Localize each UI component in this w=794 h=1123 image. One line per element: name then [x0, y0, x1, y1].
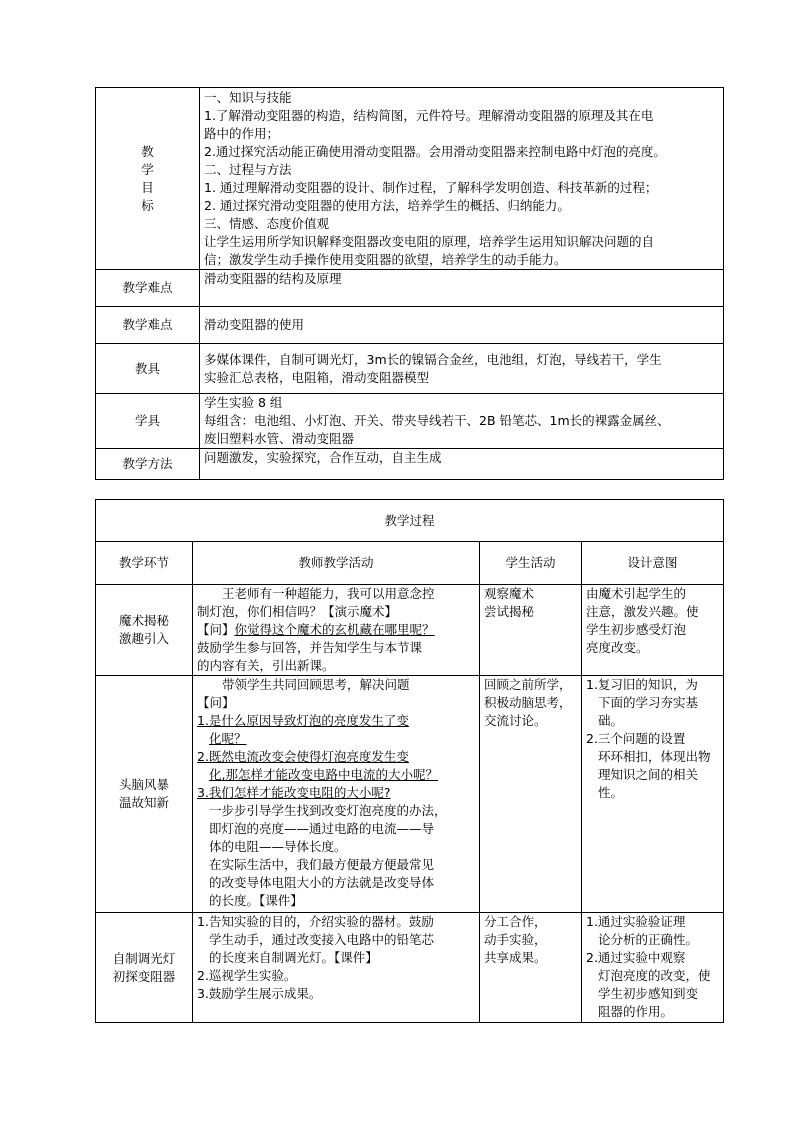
objectives-label-char: 标	[141, 197, 154, 213]
design-line: 由魔术引起学生的	[586, 586, 687, 601]
header-stage: 教学环节	[96, 542, 193, 585]
process-title: 教学过程	[96, 500, 724, 542]
lesson-info-table	[95, 87, 724, 480]
teaching-aids-content	[200, 344, 724, 394]
design-intent	[582, 676, 724, 913]
design-line: 理知识之间的相关	[598, 767, 699, 782]
objectives-line: 一、知识与技能	[204, 90, 292, 105]
teacher-line: 制灯泡，你们相信吗？【演示魔术】	[197, 604, 398, 619]
teaching-aids-line: 实验汇总表格，电阻箱，滑动变阻器模型	[204, 369, 430, 385]
design-line: 学生初步感知到变	[598, 986, 699, 1001]
student-activity	[480, 585, 582, 676]
design-line: 论分析的正确性。	[598, 932, 699, 947]
teacher-line: 一步步引导学生找到改变灯泡亮度的办法，	[209, 803, 447, 818]
design-line: 础。	[598, 713, 624, 728]
objectives-line: 三、情感、态度价值观	[204, 216, 330, 231]
teacher-line: 鼓励学生参与回答，并告知学生与本节课	[197, 640, 423, 655]
design-line: 性。	[598, 785, 624, 800]
teaching-aids-line: 多媒体课件，自制可调光灯，3m长的镍镉合金丝，电池组，灯泡，导线若干，学生	[204, 351, 662, 367]
student-line: 交流讨论。	[484, 713, 547, 728]
teacher-line: 王老师有一种超能力，我可以用意念控	[222, 586, 435, 601]
objectives-line: 1. 通过理解滑动变阻器的设计、制作过程，了解科学发明创造、科技革新的过程；	[204, 180, 658, 195]
design-line: 灯泡亮度的改变，使	[598, 968, 711, 983]
teacher-line: 1.告知实验的目的，介绍实验的器材。鼓励	[197, 914, 434, 929]
teacher-line: 的内容有关，引出新课。	[197, 658, 335, 673]
objectives-label-char: 教	[141, 143, 154, 159]
stage-line: 激趣引入	[118, 631, 169, 646]
question-line: 2.既然电流改变会使得灯泡亮度发生变	[197, 749, 409, 764]
stage-line: 初探变阻器	[112, 968, 176, 984]
header-design: 设计意图	[582, 542, 724, 585]
stage-cell	[96, 585, 193, 676]
design-line: 环环相扣，体现出物	[598, 749, 711, 764]
difficulty-text: 滑动变阻器的使用	[200, 307, 724, 344]
header-student: 学生活动	[480, 542, 582, 585]
difficulty-label: 教学难点	[96, 270, 200, 307]
difficulty-text: 滑动变阻器的结构及原理	[200, 270, 724, 307]
student-activity	[480, 913, 582, 1023]
student-line: 分工合作，	[484, 914, 547, 929]
methods-text: 问题激发，实验探究，合作互动，自主生成	[200, 449, 724, 480]
teacher-line: 即灯泡的亮度——通过电路的电流——导	[209, 821, 435, 836]
teacher-line: 的长度来自制调光灯。【课件】	[209, 950, 378, 965]
objectives-label-char: 学	[141, 161, 154, 177]
question-line: 化呢？	[209, 731, 247, 746]
student-aids-line: 学生实验 8 组	[204, 395, 283, 410]
teacher-line: 3.鼓励学生展示成果。	[197, 986, 322, 1001]
teacher-line: 2.巡视学生实验。	[197, 968, 297, 983]
objectives-label-char: 目	[141, 179, 154, 195]
question-line: 化,那怎样才能改变电路中电流的大小呢？	[209, 767, 438, 782]
student-aids-line: 每组含：电池组、小灯泡、开关、带夹导线若干、2B 铅笔芯、1m长的裸露金属丝、	[204, 413, 670, 428]
design-line: 下面的学习夯实基	[598, 695, 699, 710]
design-line: 亮度改变。	[586, 640, 649, 655]
teacher-line: 【问】	[197, 695, 235, 710]
teacher-line: 学生动手，通过改变接入电路中的铅笔芯	[209, 932, 435, 947]
objectives-line: 2. 通过探究滑动变阻器的使用方法，培养学生的概括、归纳能力。	[204, 198, 570, 213]
design-intent	[582, 585, 724, 676]
stage-cell	[96, 676, 193, 913]
teacher-line: 的长度。【课件】	[209, 893, 303, 908]
objectives-content	[200, 88, 724, 270]
teacher-line: 在实际生活中，我们最方便最方便最常见	[209, 857, 435, 872]
objectives-line: 2.通过探究活动能正确使用滑动变阻器。会用滑动变阻器来控制电路中灯泡的亮度。	[204, 144, 666, 159]
teacher-activity	[193, 585, 480, 676]
design-line: 1.复习旧的知识，为	[586, 677, 698, 692]
student-aids-label: 学具	[96, 394, 200, 449]
design-intent	[582, 913, 724, 1023]
question-line: 1.是什么原因导致灯泡的亮度发生了变	[197, 713, 409, 728]
objectives-line: 路中的作用；	[204, 126, 280, 141]
design-line: 注意，激发兴趣。使	[586, 604, 699, 619]
stage-cell	[96, 913, 193, 1023]
student-line: 观察魔术	[484, 586, 535, 601]
teacher-activity	[193, 913, 480, 1023]
teaching-process-table	[95, 499, 724, 1023]
design-line: 2.通过实验中观察	[586, 950, 686, 965]
teacher-line	[197, 621, 475, 639]
design-line: 1.通过实验验证理	[586, 914, 686, 929]
objectives-line: 1.了解滑动变阻器的构造，结构简图，元件符号。理解滑动变阻器的原理及其在电	[204, 108, 654, 123]
student-line: 尝试揭秘	[484, 604, 535, 619]
header-teacher: 教师教学活动	[193, 542, 480, 585]
student-aids-line: 废旧塑料水管、滑动变阻器	[204, 431, 355, 446]
teacher-activity	[193, 676, 480, 913]
design-line: 阻器的作用。	[598, 1004, 674, 1019]
question-line: 3.我们怎样才能改变电阻的大小呢?	[197, 785, 391, 800]
question-text: 你觉得这个魔术的玄机藏在哪里呢？	[234, 622, 435, 637]
objectives-line: 二、过程与方法	[204, 162, 292, 177]
student-aids-content	[200, 394, 724, 449]
stage-line: 头脑风暴	[118, 777, 169, 792]
student-line: 动手实验，	[484, 932, 547, 947]
stage-line: 魔术揭秘	[118, 613, 169, 628]
student-activity	[480, 676, 582, 913]
student-line: 共享成果。	[484, 950, 547, 965]
difficulty-label: 教学难点	[96, 307, 200, 344]
stage-line: 温故知新	[118, 795, 169, 810]
stage-line: 自制调光灯	[112, 950, 176, 966]
design-line: 2.三个问题的设置	[586, 731, 686, 746]
teacher-line: 体的电阻——导体长度。	[209, 839, 347, 854]
student-line: 回顾之前所学，	[484, 677, 572, 692]
design-line: 学生初步感受灯泡	[586, 622, 687, 637]
objectives-line: 让学生运用所学知识解释变阻器改变电阻的原理，培养学生运用知识解决问题的自	[204, 234, 655, 249]
teacher-line: 带领学生共同回顾思考，解决问题	[222, 677, 410, 692]
methods-label: 教学方法	[96, 449, 200, 480]
teaching-aids-label: 教具	[96, 344, 200, 394]
objectives-line: 信；激发学生动手操作使用变阻器的欲望，培养学生的动手能力。	[204, 252, 567, 267]
objectives-label	[96, 88, 200, 270]
ask-tag: 【问】	[197, 622, 235, 637]
teacher-line: 的改变导体电阻大小的方法就是改变导体	[209, 875, 435, 890]
student-line: 积极动脑思考，	[484, 695, 572, 710]
